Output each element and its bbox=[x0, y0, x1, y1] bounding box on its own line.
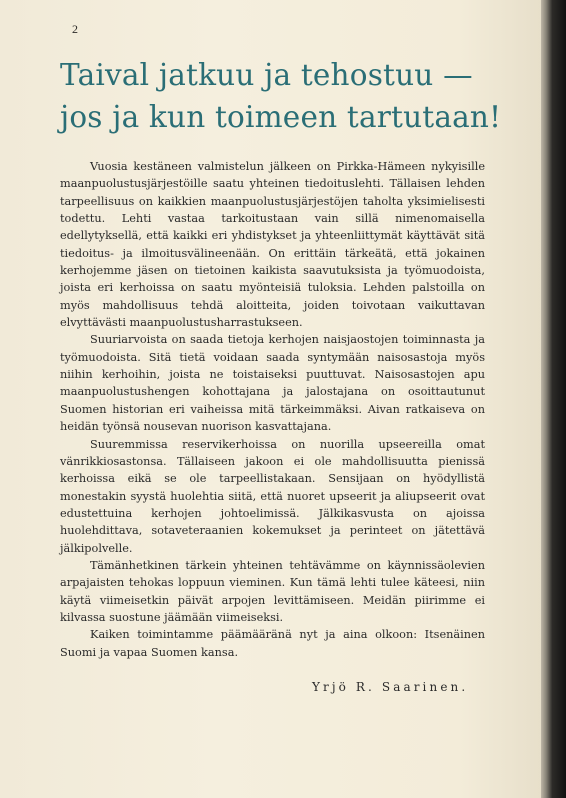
article-title bbox=[60, 54, 501, 138]
body-paragraph-1: Vuosia kestäneen valmistelun jälkeen on Pirkka-Hämeen nykyisille maanpuolustusjärjestöille saatu yhteinen tiedoituslehti. Tällaisen lehden tarpeellisuus on kaikkien maanpuolustusjärjestöjen taholta yksimielisesti todettu. Lehti vastaa tarkoitustaan vain sillä nimenomaisella edellytyksellä, että kaikki eri yhdistykset ja yhteenliittymät käyttävät sitä tiedoitus- ja ilmoitusvälineenään. On erittäin tärkeätä, että jokainen kerhojemme jäsen on tietoinen kaikista saavutuksista ja työmuodoista, joista eri kerhoissa on saatu myönteisiä tuloksia. Lehden palstoilla on myös mahdollisuus tehdä aloitteita, joiden toivotaan vaikuttavan elvyttävästi maanpuolustusharrastukseen. bbox=[60, 160, 485, 330]
page-number: 2 bbox=[72, 22, 78, 36]
article-body bbox=[60, 158, 485, 661]
body-paragraph-5: Kaiken toimintamme päämääränä nyt ja aina olkoon: Itsenäinen Suomi ja vapaa Suomen kansa. bbox=[60, 628, 485, 659]
article-title-line-1: Taival jatkuu ja tehostuu — bbox=[60, 58, 473, 92]
body-paragraph-3: Suuremmissa reservikerhoissa on nuorilla upseereilla omat vänrikkiosastonsa. Tällaiseen jakoon ei ole mahdollisuutta pienissä kerhoissa eikä se ole tarpeellistakaan. Sensijaan on hyödyllistä monestakin syystä huolehtia siitä, että nuoret upseerit ja aliupseerit ovat edustettuina kerhojen johtoelimissä. Jälkikasvusta on ajoissa huolehdittava, sotaveteraanien kokemukset ja perinteet on jätettävä jälkipolvelle. bbox=[60, 437, 485, 555]
body-paragraph-4: Tämänhetkinen tärkein yhteinen tehtävämme on käynnissäolevien arpajaisten tehokas loppuun vieminen. Kun tämä lehti tulee käteesi, niin käytä viimeisetkin päivät arpojen levittämiseen. Meidän piirimme ei kilvassa suostune jäämään viimeiseksi. bbox=[60, 558, 485, 624]
body-paragraph-2: Suuriarvoista on saada tietoja kerhojen naisjaostojen toiminnasta ja työmuodoista. Sitä tietä voidaan saada syntymään naisosastoja myös niihin kerhoihin, joista ne toistaiseksi puuttuvat. Naisosastojen apu maanpuolustushengen kohottajana ja jalostajana on osoittautunut Suomen historian eri vaiheissa mitä tärkeimmäksi. Aivan ratkaiseva on heidän työnsä nousevan nuorison kasvattajana. bbox=[60, 333, 485, 434]
article-title-line-2: jos ja kun toimeen tartutaan! bbox=[60, 100, 502, 134]
author-signature: Yrjö R. Saarinen. bbox=[312, 680, 469, 694]
page-edge-shadow bbox=[541, 0, 566, 798]
